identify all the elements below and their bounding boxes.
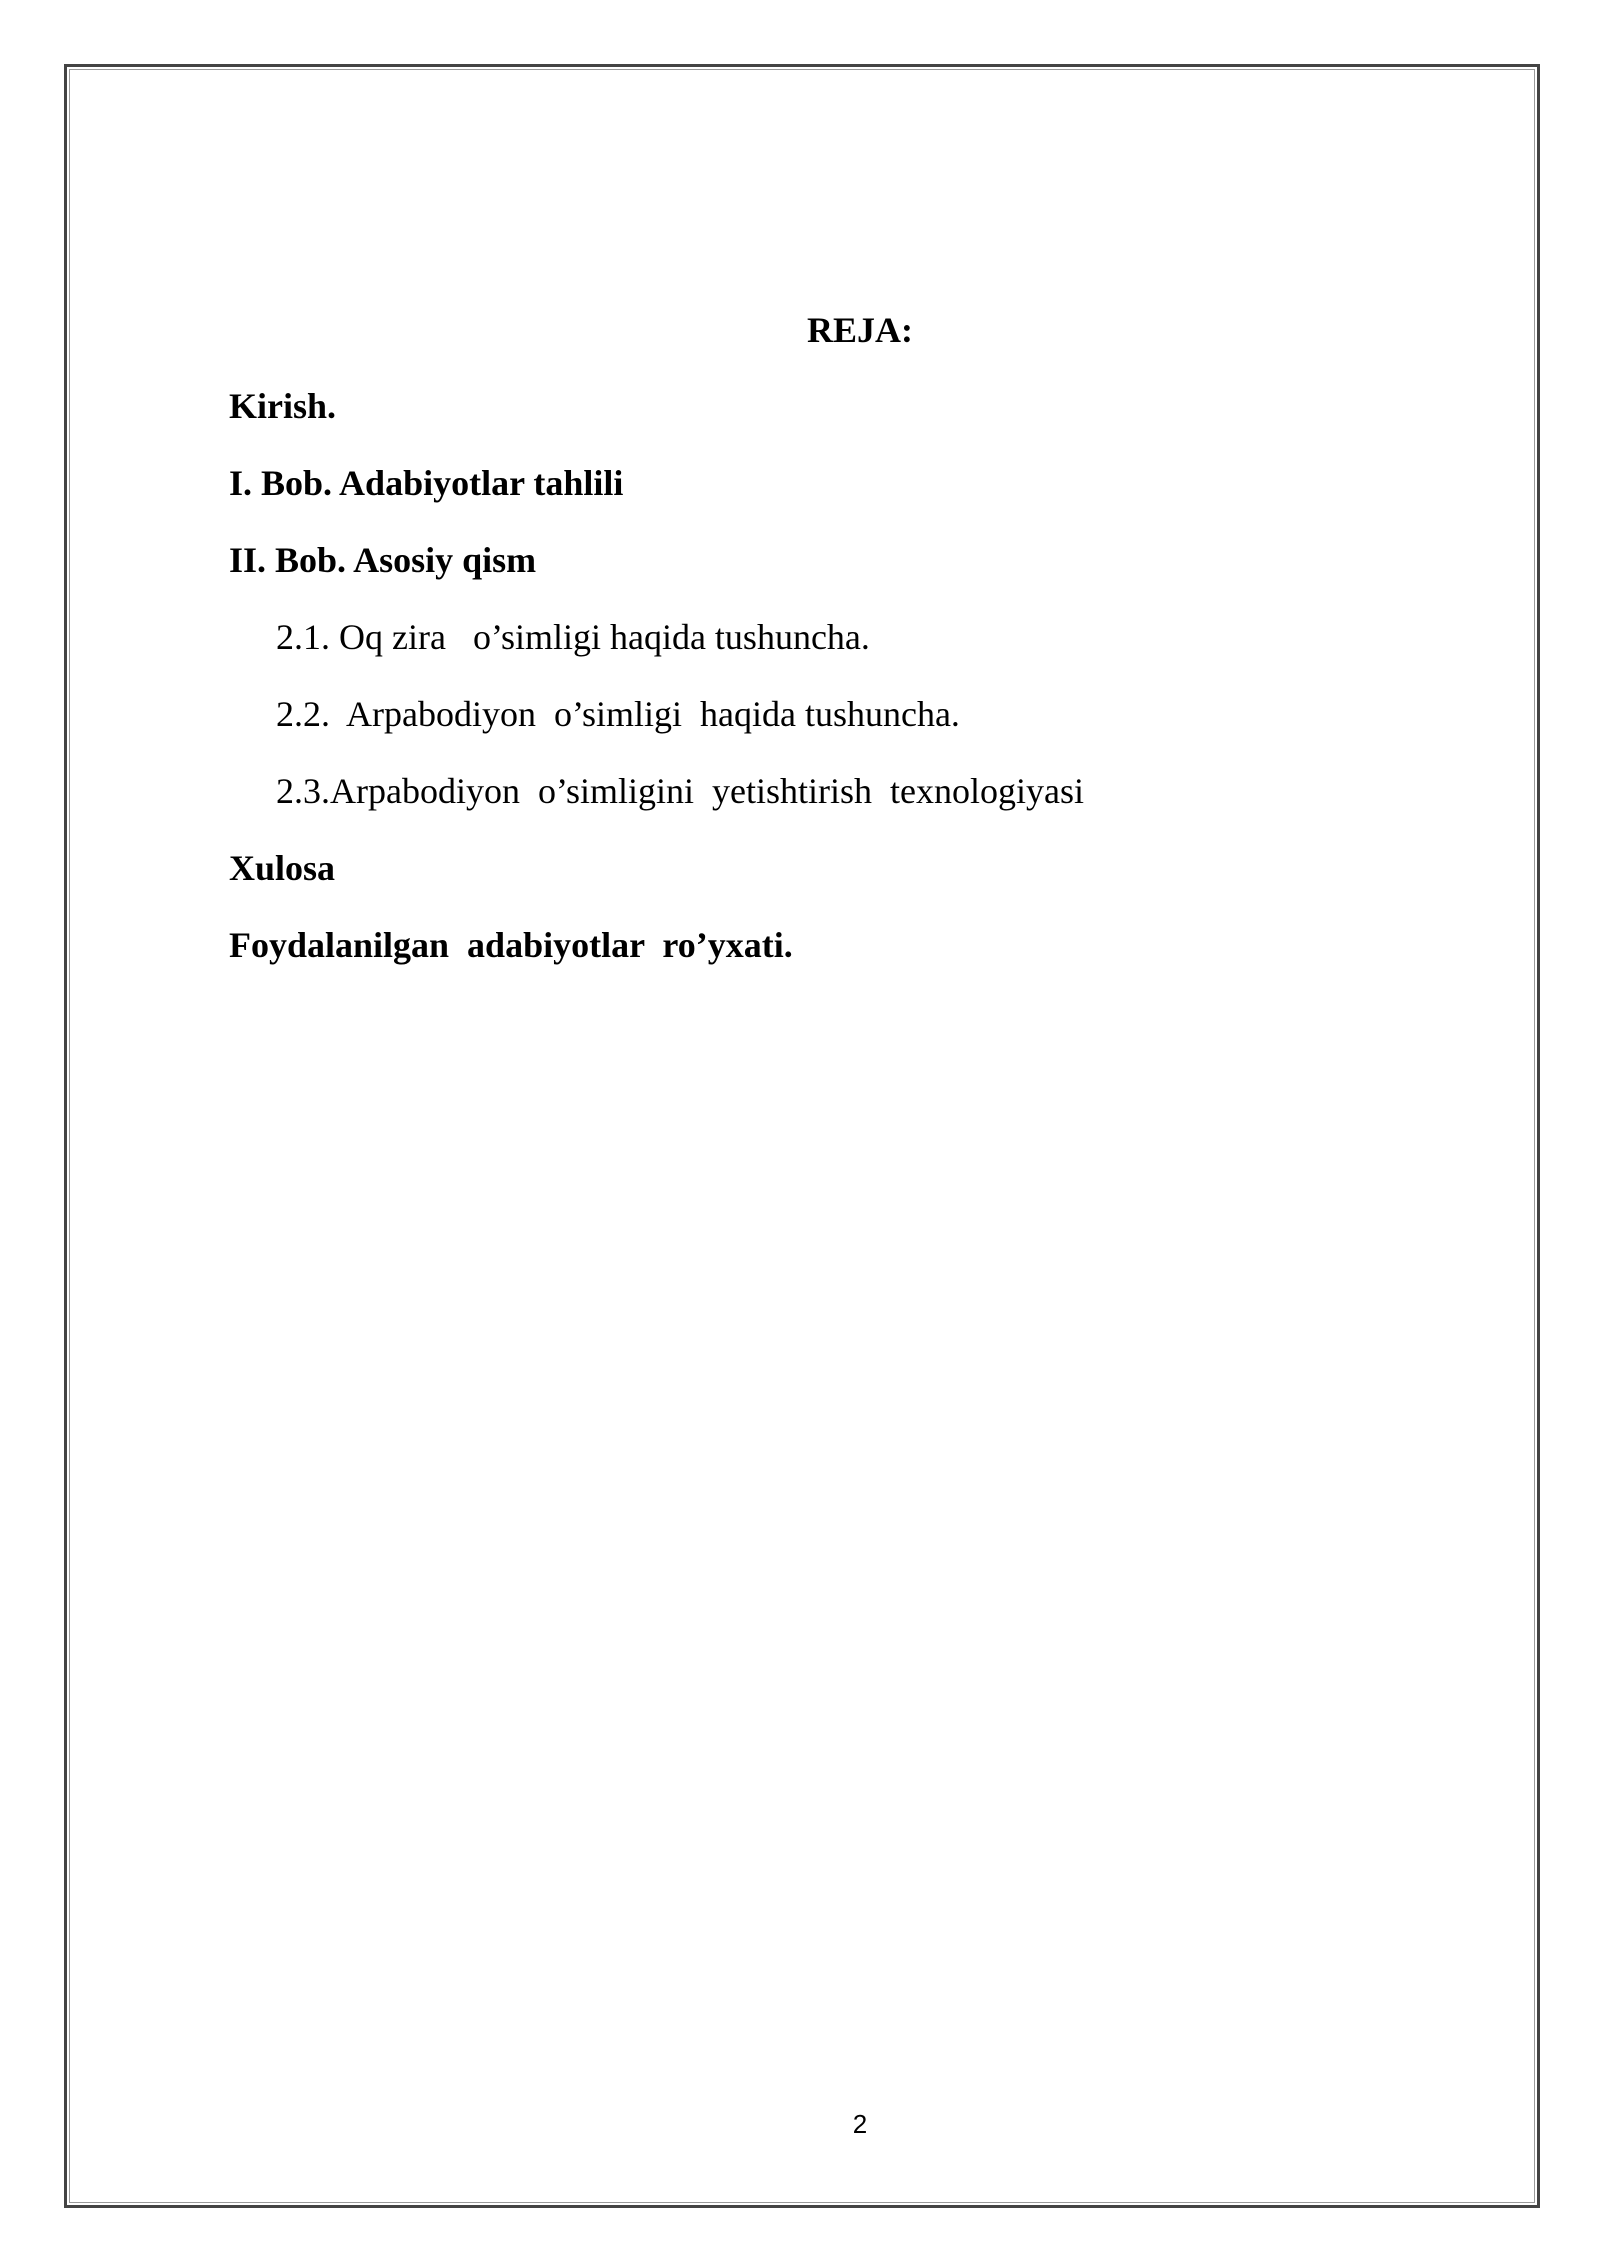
- page-title: REJA:: [807, 310, 913, 350]
- toc-item-section-2-3: 2.3.Arpabodiyon o’simligini yetishtirish texnologiyasi: [276, 771, 1084, 811]
- table-of-contents: [229, 382, 1479, 998]
- toc-item-section-2-2: 2.2. Arpabodiyon o’simligi haqida tushuncha.: [276, 694, 960, 734]
- toc-item-xulosa: Xulosa: [229, 848, 336, 888]
- toc-item-section-2-1: 2.1. Oq zira o’simligi haqida tushuncha.: [276, 617, 870, 657]
- toc-item-kirish: Kirish.: [229, 386, 337, 426]
- toc-item-chapter-2: II. Bob. Asosiy qism: [229, 540, 537, 580]
- toc-item-chapter-1: I. Bob. Adabiyotlar tahlili: [229, 463, 624, 503]
- toc-item-references: Foydalanilgan adabiyotlar ro’yxati.: [229, 925, 793, 965]
- page-number: 2: [852, 2109, 868, 2139]
